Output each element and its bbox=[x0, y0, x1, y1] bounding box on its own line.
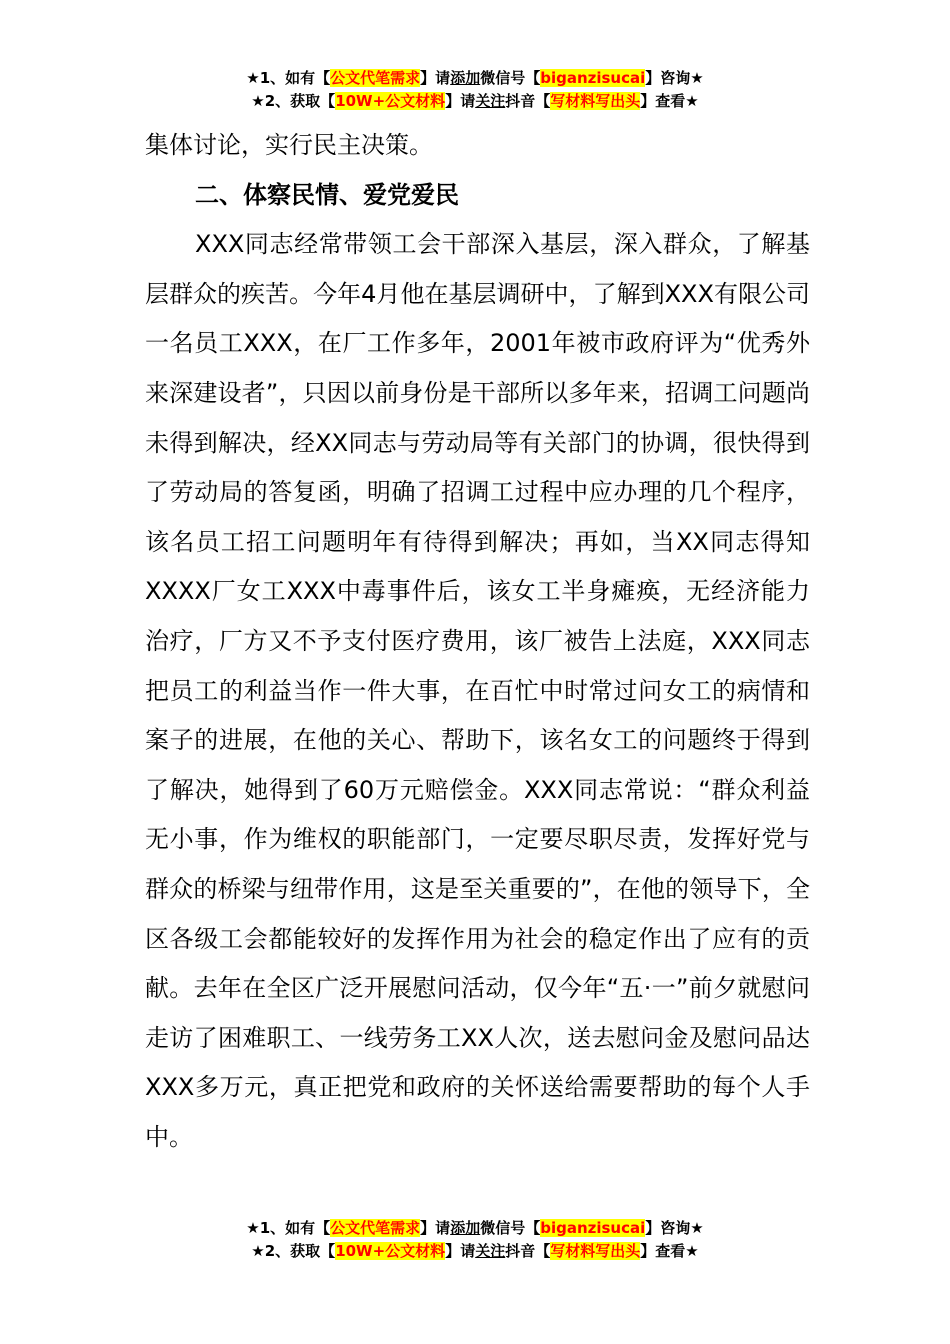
lead-fragment: 集体讨论，实行民主决策。 bbox=[145, 131, 433, 159]
promo-text: 】查看★ bbox=[640, 1242, 699, 1260]
promo-underline: 关注 bbox=[475, 92, 506, 110]
promo-text: 】请 bbox=[445, 92, 476, 110]
promo-text: 】请 bbox=[420, 69, 451, 87]
promo-text: 】咨询★ bbox=[645, 69, 704, 87]
promo-text: 微信号【 bbox=[480, 69, 541, 87]
promo-highlight: 写材料写出头 bbox=[550, 92, 641, 110]
promo-text: 抖音【 bbox=[505, 1242, 551, 1260]
promo-text: ★2、获取【 bbox=[251, 92, 336, 110]
promo-highlight: 公文代笔需求 bbox=[330, 69, 421, 87]
promo-text: ★2、获取【 bbox=[251, 1242, 336, 1260]
promo-highlight: 写材料写出头 bbox=[550, 1242, 641, 1260]
promo-underline: 添加 bbox=[450, 1219, 481, 1237]
promo-line-1 bbox=[0, 1217, 950, 1240]
promo-text: 微信号【 bbox=[480, 1219, 541, 1237]
document-body bbox=[145, 121, 810, 1162]
promo-highlight: 10W+公文材料 bbox=[335, 92, 446, 110]
body-paragraph: XXX同志经常带领工会干部深入基层，深入群众，了解基层群众的疾苦。今年4月他在基层调研中，了解到XXX有限公司一名员工XXX，在厂工作多年，2001年被市政府评为“优秀外来深建设者”，只因以前身份是干部所以多年来，招调工问题尚未得到解决，经XX同志与劳动局等有关部门的协调，很快得到了劳动局的答复函，明确了招调工过程中应办理的几个程序，该名员工招工问题明年有待得到解决；再如，当XX同志得知XXXX厂女工XXX中毒事件后，该女工半身瘫痪，无经济能力治疗，厂方又不予支付医疗费用，该厂被告上法庭，XXX同志把员工的利益当作一件大事，在百忙中时常过问女工的病情和案子的进展，在他的关心、帮助下，该名女工的问题终于得到了解决，她得到了60万元赔偿金。XXX同志常说：“群众利益无小事，作为维权的职能部门，一定要尽职尽责，发挥好党与群众的桥梁与纽带作用，这是至关重要的”，在他的领导下，全区各级工会都能较好的发挥作用为社会的稳定作出了应有的贡献。去年在全区广泛开展慰问活动，仅今年“五·一”前夕就慰问走访了困难职工、一线劳务工XX人次，送去慰问金及慰问品达XXX多万元，真正把党和政府的关怀送给需要帮助的每个人手中。 bbox=[145, 230, 810, 1151]
promo-text: ★1、如有【 bbox=[246, 69, 331, 87]
promo-text: 】请 bbox=[420, 1219, 451, 1237]
promo-banner-bottom bbox=[0, 1217, 950, 1263]
promo-highlight: biganzisucai bbox=[540, 69, 646, 87]
section-heading: 二、体察民情、爱党爱民 bbox=[195, 180, 459, 209]
promo-text: 抖音【 bbox=[505, 92, 551, 110]
promo-line-1 bbox=[0, 67, 950, 90]
promo-underline: 关注 bbox=[475, 1242, 506, 1260]
promo-line-2 bbox=[0, 1240, 950, 1263]
promo-banner-top bbox=[0, 67, 950, 113]
promo-highlight: biganzisucai bbox=[540, 1219, 646, 1237]
promo-text: 】咨询★ bbox=[645, 1219, 704, 1237]
promo-underline: 添加 bbox=[450, 69, 481, 87]
promo-text: 】查看★ bbox=[640, 92, 699, 110]
promo-line-2 bbox=[0, 90, 950, 113]
promo-text: 】请 bbox=[445, 1242, 476, 1260]
promo-text: ★1、如有【 bbox=[246, 1219, 331, 1237]
promo-highlight: 公文代笔需求 bbox=[330, 1219, 421, 1237]
promo-highlight: 10W+公文材料 bbox=[335, 1242, 446, 1260]
